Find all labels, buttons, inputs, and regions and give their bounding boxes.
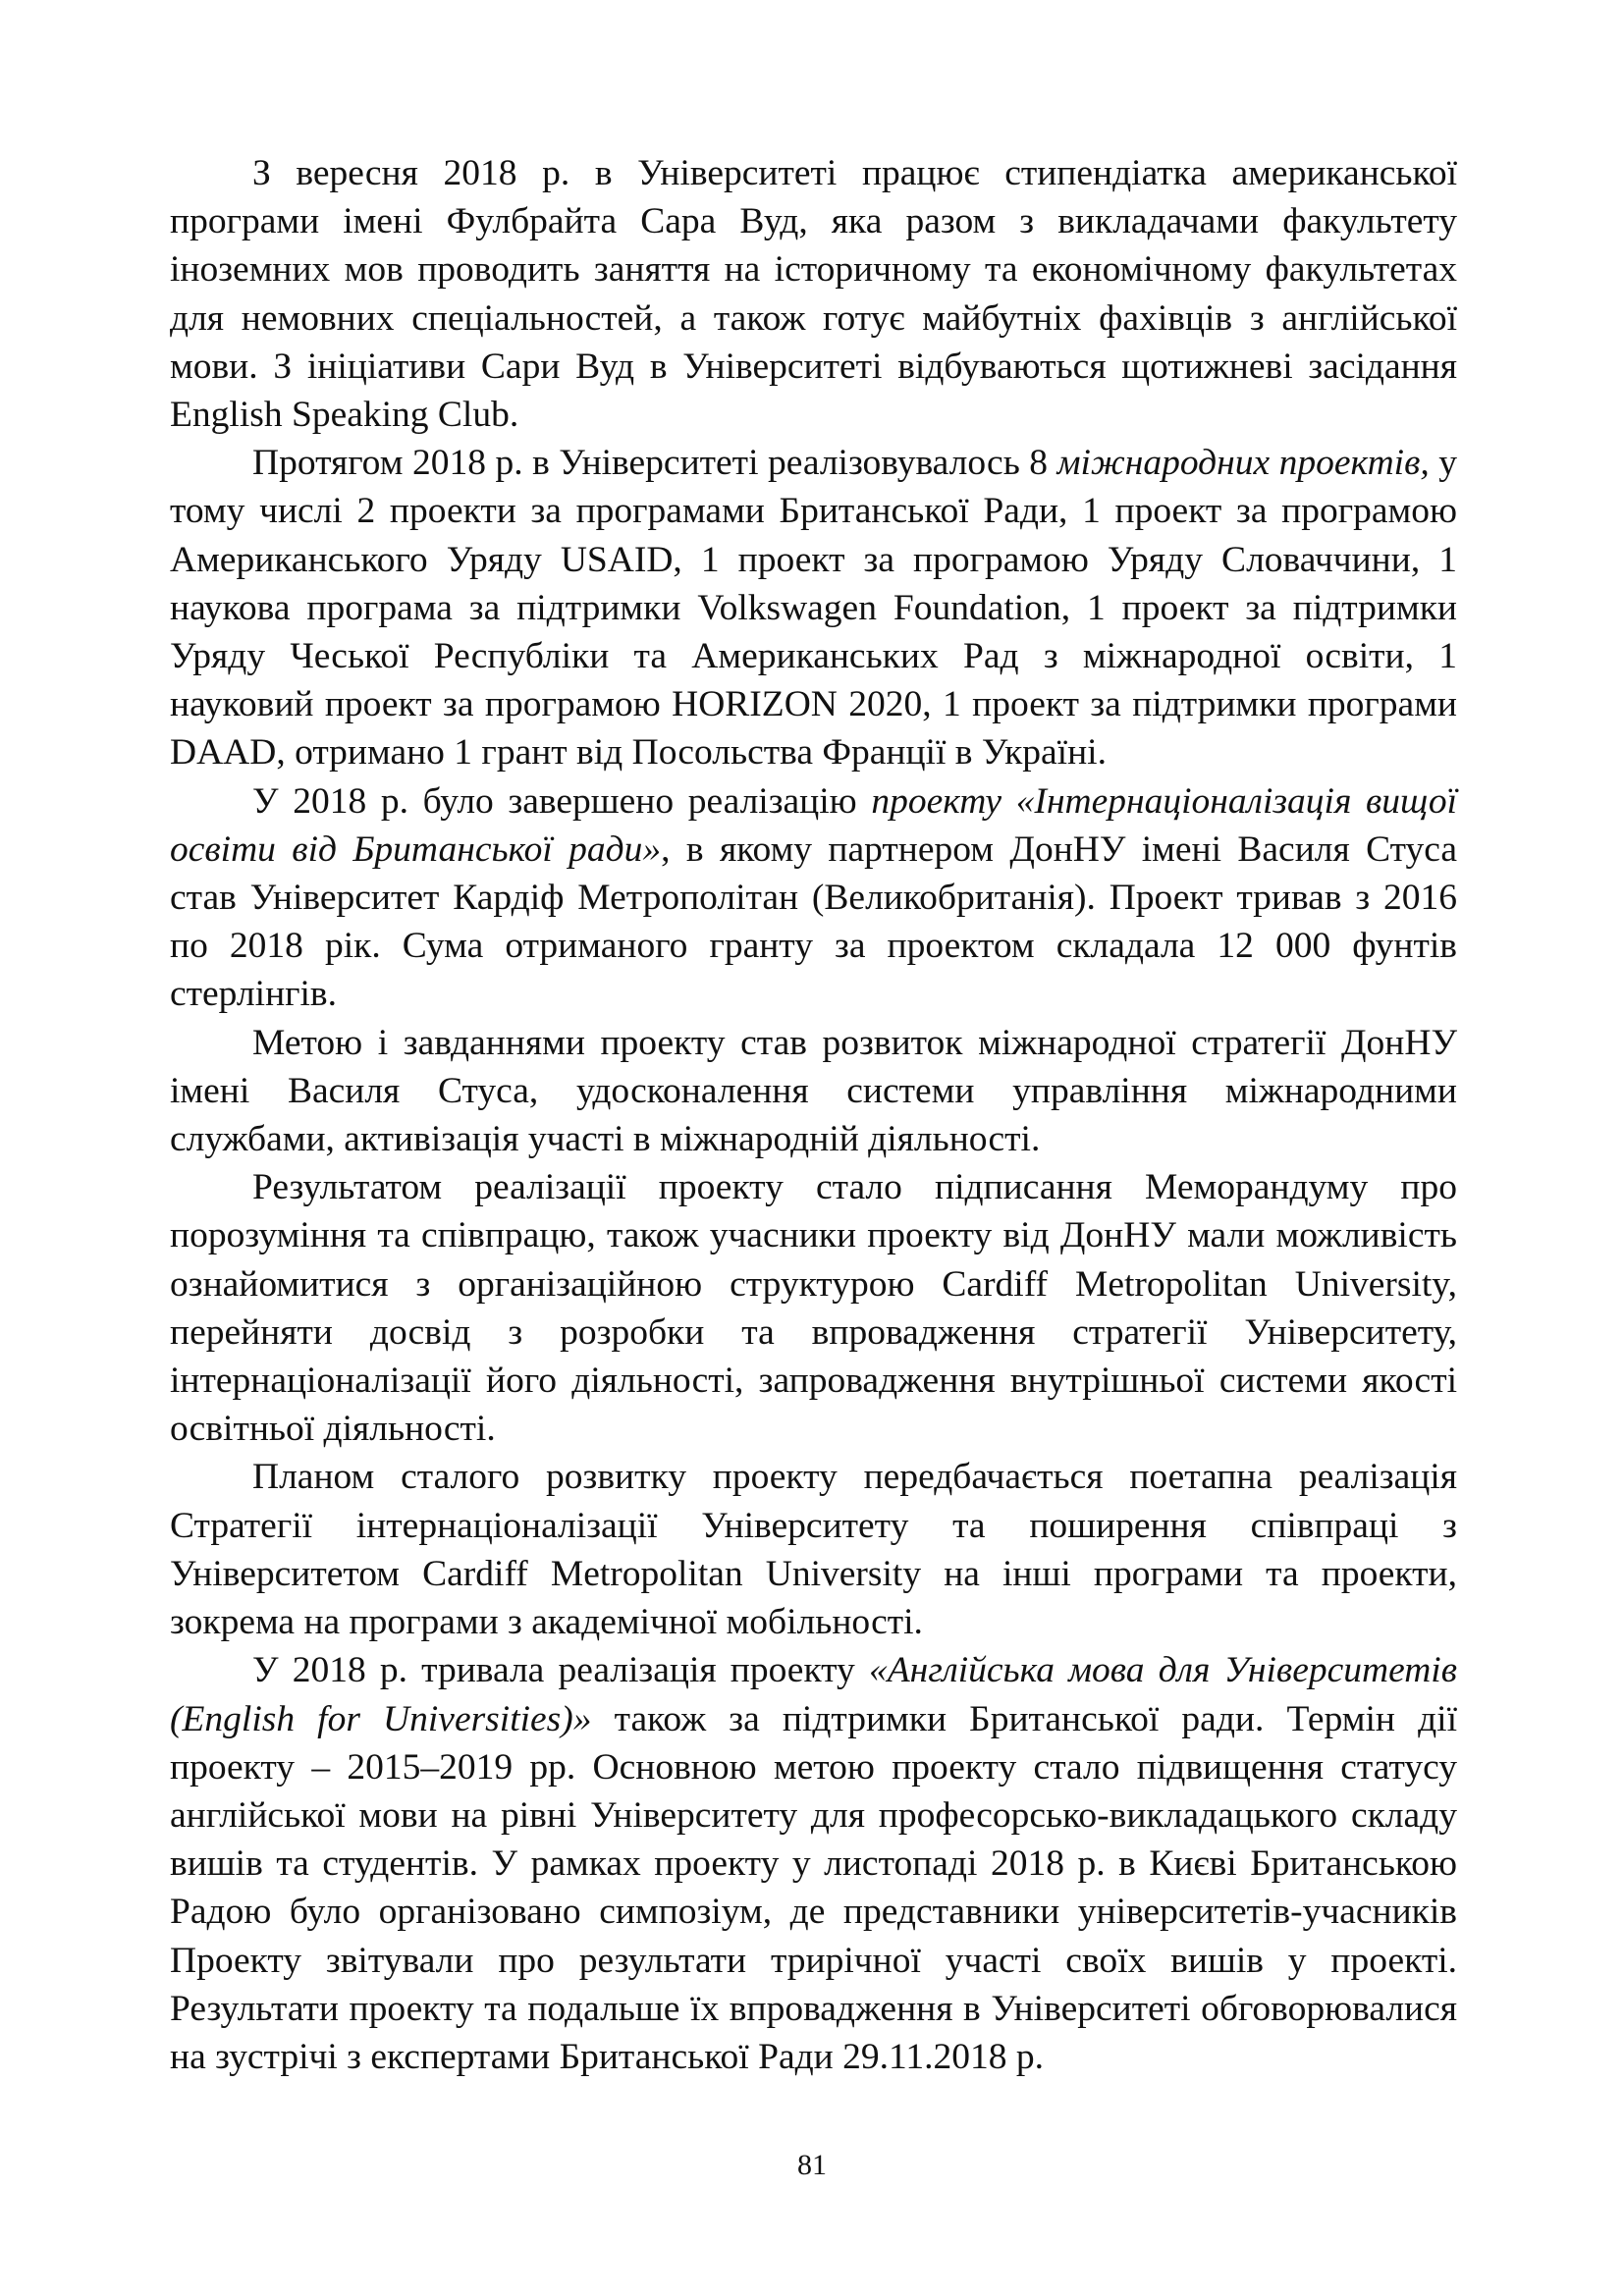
paragraph-text: , в якому партнером ДонНУ імені Василя Стуса став Університет Кардіф Метрополітан (Великобританія). Проект тривав з 2016 по 2018 рік. Сума отриманого гранту за проектом складала 12 000 фунтів стерлінгів. xyxy=(170,828,1457,1015)
paragraph-text: З вересня 2018 р. в Університеті працює стипендіатка американської програми імені Фулбрайта Сара Вуд, яка разом з викладачами факультету іноземних мов проводить заняття на історичному та економічному факультетах для немовних спеціальностей, а також готує майбутніх фахівців з англійської мови. З ініціативи Сари Вуд в Університеті відбуваються щотижневі засідання English Speaking Club. xyxy=(170,153,1457,436)
paragraph-text: також за підтримки Британської ради. Термін дії проекту – 2015–2019 рр. Основною метою проекту стало підвищення статусу англійської мови на рівні Університету для професорсько-викладацького складу вишів та студентів. У рамках проекту у листопаді 2018 р. в Києві Британською Радою було організовано симпозіум, де представники університетів-учасників Проекту звітували про результати трирічної участі своїх вишів у проекті. Результати проекту та подальше їх впровадження в Університеті обговорювалися на зустрічі з експертами Британської Ради 29.11.2018 р. xyxy=(170,1698,1458,2077)
paragraph-fulbright xyxy=(170,149,1457,439)
paragraph-italic-text: міжнародних проектів, xyxy=(1056,443,1430,484)
paragraph-internationalization-project xyxy=(170,777,1457,1019)
paragraph-text: у тому числі 2 проекти за програмами Британської Ради, 1 проект за програмою Американського Уряду USAID, 1 проект за програмою Уряду Словаччини, 1 наукова програма за підтримки Volkswagen Foundation, 1 проект за підтримки Уряду Чеської Республіки та Американських Рад з міжнародної освіти, 1 науковий проект за програмою HORIZON 2020, 1 проект за підтримки програми DAAD, отримано 1 грант від Посольства Франції в Україні. xyxy=(170,443,1458,774)
paragraph-text: У 2018 р. було завершено реалізацію xyxy=(252,780,872,822)
paragraph-international-projects xyxy=(170,439,1457,776)
page-body xyxy=(170,149,1457,2081)
paragraph-english-for-universities xyxy=(170,1646,1457,2081)
paragraph-text: У 2018 р. тривала реалізація проекту xyxy=(252,1650,869,1691)
paragraph-text: Протягом 2018 р. в Університеті реалізовувалось 8 xyxy=(252,443,1057,484)
page-number: 81 xyxy=(797,2149,827,2181)
paragraph-text: Метою і завданнями проекту став розвиток міжнародної стратегії ДонНУ імені Василя Стуса, удосконалення системи управління міжнародними службами, активізація участі в міжнародній діяльності. xyxy=(170,1022,1457,1160)
paragraph-italic-text: «Англійська мова для Університетів (English for Universities)» xyxy=(170,1650,1457,1739)
paragraph-text: Результатом реалізації проекту стало підписання Меморандуму про порозуміння та співпрацю, також учасники проекту від ДонНУ мали можливість ознайомитися з організаційною структурою Cardiff Metropolitan University, перейняти досвід з розробки та впровадження стратегії Університету, інтернаціоналізації його діяльності, запровадження внутрішньої системи якості освітньої діяльності. xyxy=(170,1167,1457,1450)
paragraph-text: Планом сталого розвитку проекту передбачається поетапна реалізація Стратегії інтернаціоналізації Університету та поширення співпраці з Університетом Cardiff Metropolitan University на інші програми та проекти, зокрема на програми з академічної мобільності. xyxy=(170,1457,1457,1643)
paragraph-project-results xyxy=(170,1163,1457,1453)
paragraph-project-goals xyxy=(170,1019,1457,1164)
paragraph-development-plan xyxy=(170,1453,1457,1646)
paragraph-italic-text: проекту «Інтернаціоналізація вищої освіти від Британської ради» xyxy=(170,780,1457,870)
